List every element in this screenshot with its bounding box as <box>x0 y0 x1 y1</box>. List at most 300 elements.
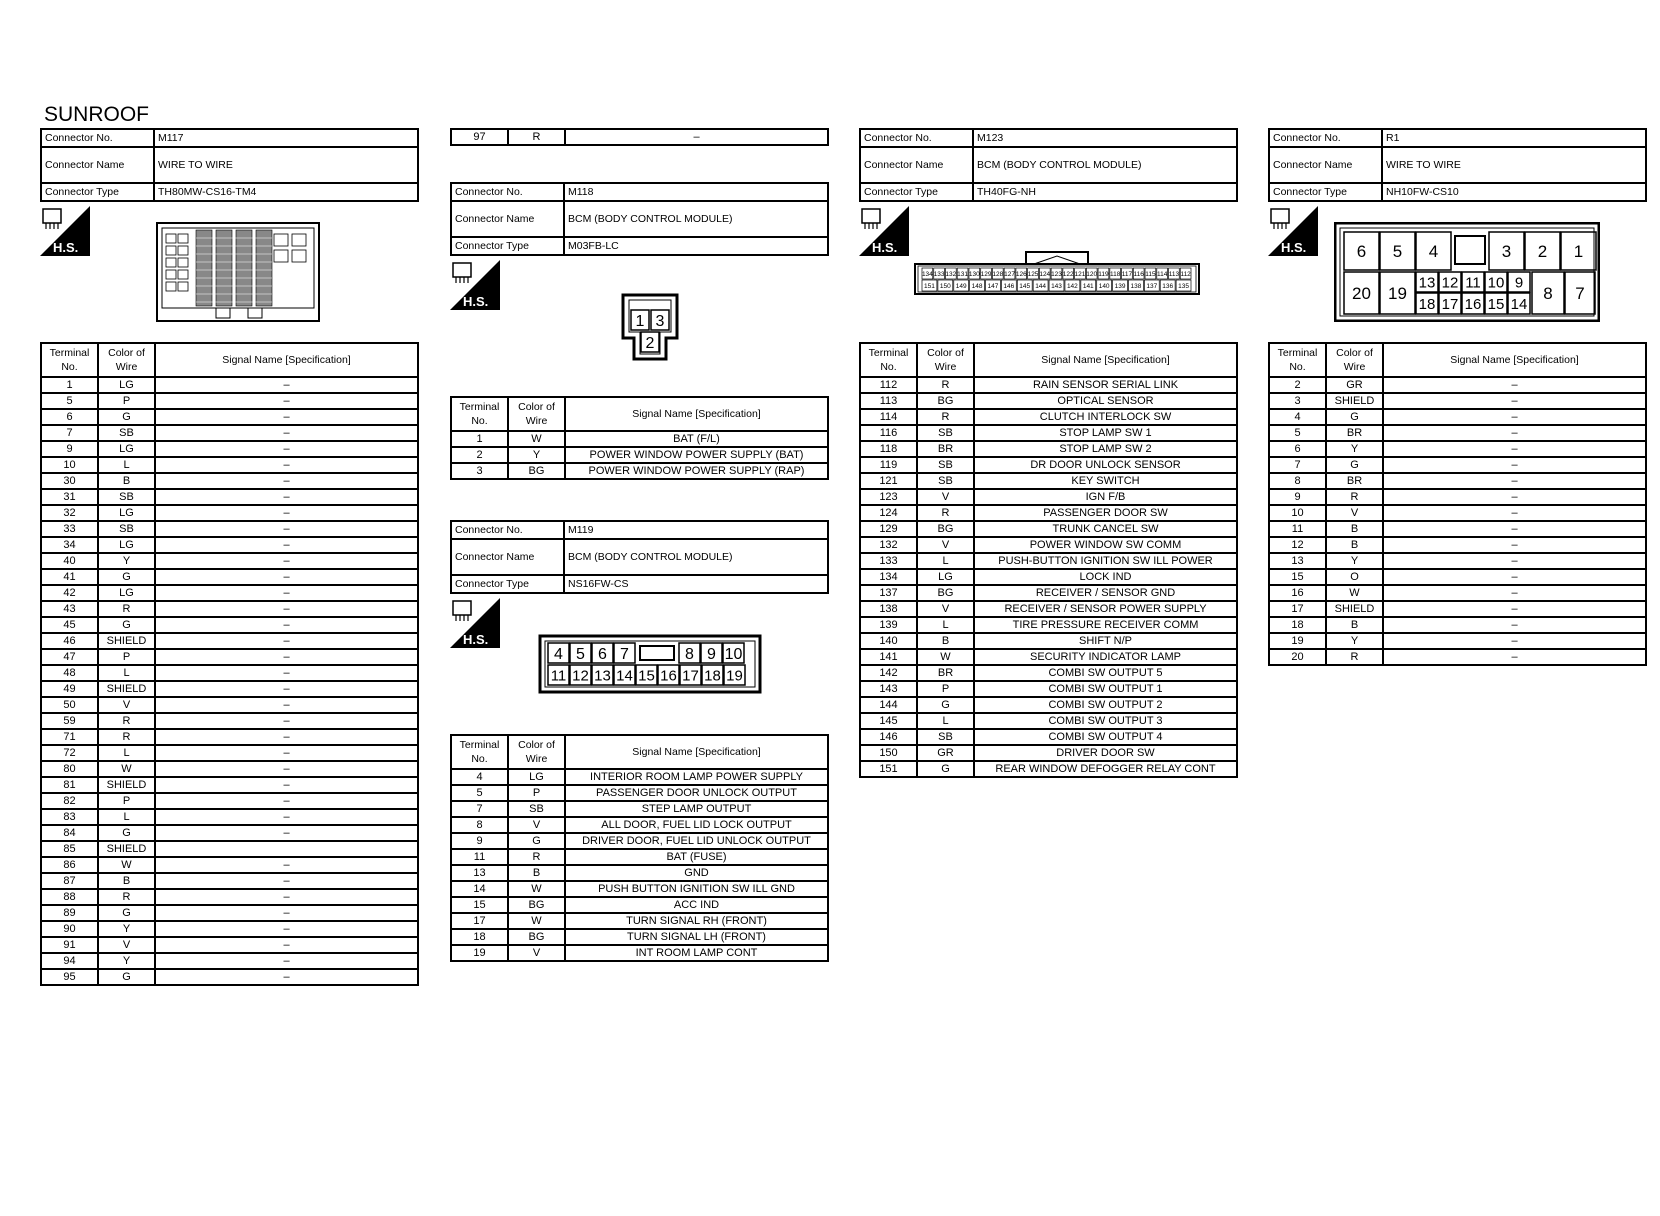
wire-color-cell: L <box>98 745 155 761</box>
signal-name-cell: – <box>155 633 418 649</box>
table-row <box>41 425 418 441</box>
signal-name-cell: DRIVER DOOR, FUEL LID UNLOCK OUTPUT <box>565 833 828 849</box>
terminal-cell: 87 <box>41 873 98 889</box>
terminal-cell: 137 <box>860 585 917 601</box>
table-row <box>41 505 418 521</box>
table-row <box>451 913 828 929</box>
wire-color-cell: LG <box>98 377 155 393</box>
connector-pin <box>1416 232 1451 270</box>
signal-name-cell: – <box>155 825 418 841</box>
wire-color-cell: SHIELD <box>98 841 155 857</box>
hs-label: H.S. <box>53 240 79 255</box>
pin-label: 139 <box>1114 282 1126 290</box>
terminal-cell: 3 <box>1269 393 1326 409</box>
connector-no-value: M117 <box>154 129 418 147</box>
m119-info <box>450 520 829 594</box>
terminal-cell: 3 <box>451 463 508 479</box>
connector-name-value: BCM (BODY CONTROL MODULE) <box>973 147 1237 183</box>
table-row <box>860 665 1237 681</box>
wire-color-cell: L <box>917 617 974 633</box>
terminal-cell: 16 <box>1269 585 1326 601</box>
terminal-cell: 2 <box>451 447 508 463</box>
terminal-cell: 71 <box>41 729 98 745</box>
table-row <box>451 463 828 479</box>
wire-color-cell: Y <box>98 553 155 569</box>
table-row <box>41 537 418 553</box>
terminal-cell: 129 <box>860 521 917 537</box>
signal-name-cell: BAT (F/L) <box>565 431 828 447</box>
wire-color-cell: R <box>1326 489 1383 505</box>
wire-color-cell: BG <box>508 929 565 945</box>
table-row <box>41 521 418 537</box>
pin-label: 6 <box>1356 242 1367 262</box>
wire-color-cell: G <box>917 761 974 777</box>
wire-color-cell: V <box>98 697 155 713</box>
terminal-cell: 80 <box>41 761 98 777</box>
hs-label: H.S. <box>463 632 489 647</box>
table-row <box>41 777 418 793</box>
signal-name-cell: – <box>155 953 418 969</box>
signal-name-cell: – <box>155 585 418 601</box>
terminal-cell: 86 <box>41 857 98 873</box>
table-row <box>860 601 1237 617</box>
m119-connector-diagram <box>538 634 762 694</box>
terminal-cell: 14 <box>451 881 508 897</box>
pin-label: 118 <box>1110 270 1121 278</box>
connector-type-label: Connector Type <box>1269 183 1382 201</box>
pin-label: 1 <box>1573 242 1584 262</box>
table-row <box>41 745 418 761</box>
connector-name-label: Connector Name <box>1269 147 1382 183</box>
connector-pin <box>614 665 635 685</box>
table-row <box>41 441 418 457</box>
terminal-cell: 119 <box>860 457 917 473</box>
signal-name-cell: TURN SIGNAL LH (FRONT) <box>565 929 828 945</box>
terminal-cell: 8 <box>1269 473 1326 489</box>
table-row <box>860 713 1237 729</box>
terminal-cell: 94 <box>41 953 98 969</box>
wire-color-cell: SB <box>98 489 155 505</box>
terminal-cell: 145 <box>860 713 917 729</box>
signal-name-cell <box>155 841 418 857</box>
terminal-cell: 7 <box>451 801 508 817</box>
terminal-cell: 1 <box>41 377 98 393</box>
connector-no-label: Connector No. <box>860 129 973 147</box>
wire-color-cell: P <box>98 393 155 409</box>
wire-color-cell: W <box>98 857 155 873</box>
terminal-cell: 4 <box>451 769 508 785</box>
signal-name-cell: – <box>1383 521 1646 537</box>
table-row <box>451 785 828 801</box>
table-row <box>860 569 1237 585</box>
harness-side-icon <box>859 206 909 256</box>
connector-type-value: NH10FW-CS10 <box>1382 183 1646 201</box>
pin-label: 6 <box>598 645 607 663</box>
wire-color-cell: V <box>917 601 974 617</box>
signal-name-header: Signal Name [Specification] <box>565 397 828 431</box>
signal-name-cell: – <box>155 601 418 617</box>
signal-name-cell: – <box>155 377 418 393</box>
pin-label: 15 <box>1487 295 1505 313</box>
terminal-cell: 41 <box>41 569 98 585</box>
signal-name-cell: POWER WINDOW POWER SUPPLY (RAP) <box>565 463 828 479</box>
connector-no-value: M123 <box>973 129 1237 147</box>
signal-name-cell: – <box>155 809 418 825</box>
wire-color-cell: LG <box>98 585 155 601</box>
terminal-cell: 5 <box>451 785 508 801</box>
connector-pin <box>723 643 744 663</box>
signal-name-cell: TURN SIGNAL RH (FRONT) <box>565 913 828 929</box>
terminal-cell: 43 <box>41 601 98 617</box>
signal-name-cell: COMBI SW OUTPUT 5 <box>974 665 1237 681</box>
signal-name-cell: INT ROOM LAMP CONT <box>565 945 828 961</box>
connector-type-value: NS16FW-CS <box>564 575 828 593</box>
terminal-cell: 17 <box>451 913 508 929</box>
wire-color-cell: LG <box>508 769 565 785</box>
signal-name-cell: CLUTCH INTERLOCK SW <box>974 409 1237 425</box>
pin-label: 134 <box>921 270 933 278</box>
table-row <box>1269 409 1646 425</box>
table-row <box>1269 441 1646 457</box>
table-row <box>860 457 1237 473</box>
signal-name-cell: LOCK IND <box>974 569 1237 585</box>
wire-color-cell: W <box>917 649 974 665</box>
pin-label: 145 <box>1019 282 1031 290</box>
table-row <box>860 393 1237 409</box>
table-row <box>1269 649 1646 665</box>
m123-terminal-table <box>859 342 1238 778</box>
connector-pin <box>702 665 723 685</box>
m117-info <box>40 128 419 202</box>
signal-name-cell: – <box>155 409 418 425</box>
signal-name-cell: GND <box>565 865 828 881</box>
table-row <box>1269 617 1646 633</box>
connector-pin <box>1439 293 1461 314</box>
table-row <box>1269 377 1646 393</box>
signal-name-cell: – <box>155 665 418 681</box>
wire-color-cell: R <box>98 601 155 617</box>
signal-name-cell: – <box>155 505 418 521</box>
signal-name-cell: – <box>155 489 418 505</box>
connector-pin <box>1561 232 1596 270</box>
pin-label: 150 <box>939 282 951 290</box>
wire-color-cell: L <box>98 665 155 681</box>
m117-connector-diagram <box>156 222 320 322</box>
terminal-cell: 124 <box>860 505 917 521</box>
hs-label: H.S. <box>1281 240 1307 255</box>
connector-pin <box>1380 272 1415 314</box>
terminal-cell: 33 <box>41 521 98 537</box>
terminal-cell: 17 <box>1269 601 1326 617</box>
r1-connector-diagram <box>1334 222 1600 322</box>
pin-label: 132 <box>945 270 957 278</box>
pin-label: 16 <box>1464 295 1482 313</box>
wire-color-cell: SHIELD <box>1326 601 1383 617</box>
signal-name-cell: – <box>1383 617 1646 633</box>
signal-name-cell: – <box>155 793 418 809</box>
table-row <box>860 585 1237 601</box>
connector-pin <box>1485 293 1507 314</box>
terminal-cell: 10 <box>41 457 98 473</box>
wire-color-cell: BG <box>917 393 974 409</box>
pin-label: 135 <box>1178 282 1189 290</box>
wire-color-cell: B <box>1326 537 1383 553</box>
signal-name-cell: SHIFT N/P <box>974 633 1237 649</box>
connector-type-value: TH40FG-NH <box>973 183 1237 201</box>
connector-type-label: Connector Type <box>860 183 973 201</box>
signal-name-cell: – <box>1383 409 1646 425</box>
terminal-cell: 8 <box>451 817 508 833</box>
terminal-cell: 7 <box>41 425 98 441</box>
connector-name-label: Connector Name <box>860 147 973 183</box>
signal-name-cell: PASSENGER DOOR UNLOCK OUTPUT <box>565 785 828 801</box>
pin-label: 146 <box>1003 282 1015 290</box>
terminal-cell: 88 <box>41 889 98 905</box>
table-row <box>41 409 418 425</box>
terminal-cell: 42 <box>41 585 98 601</box>
terminal-cell: 2 <box>1269 377 1326 393</box>
pin-label: 11 <box>550 667 567 685</box>
terminal-cell: 140 <box>860 633 917 649</box>
signal-name-cell: COMBI SW OUTPUT 2 <box>974 697 1237 713</box>
pin-label: 19 <box>1388 284 1407 304</box>
pin-label: 18 <box>1418 295 1436 313</box>
pin-label: 5 <box>576 645 585 663</box>
terminal-cell: 19 <box>451 945 508 961</box>
wire-color-cell: GR <box>1326 377 1383 393</box>
wire-color-cell: SB <box>508 801 565 817</box>
wire-color-cell: G <box>1326 409 1383 425</box>
signal-name-cell: – <box>1383 633 1646 649</box>
table-row <box>860 649 1237 665</box>
table-row <box>41 953 418 969</box>
signal-name-cell: BAT (FUSE) <box>565 849 828 865</box>
table-row <box>860 633 1237 649</box>
pin-label: 17 <box>682 667 699 685</box>
wire-color-cell: Y <box>508 447 565 463</box>
table-row <box>860 473 1237 489</box>
wire-color-cell: L <box>98 457 155 473</box>
wire-color-cell: G <box>98 825 155 841</box>
pin-label: 121 <box>1074 270 1086 278</box>
connector-pin <box>548 665 569 685</box>
pin-label: 122 <box>1062 270 1074 278</box>
wire-color-cell: G <box>508 833 565 849</box>
wire-color-cell: G <box>1326 457 1383 473</box>
terminal-cell: 15 <box>1269 569 1326 585</box>
wire-color-cell: R <box>917 409 974 425</box>
table-row <box>41 393 418 409</box>
connector-no-label: Connector No. <box>451 521 564 539</box>
wire-color-cell: BG <box>508 463 565 479</box>
table-row <box>451 849 828 865</box>
connector-type-value: M03FB-LC <box>564 237 828 255</box>
wire-color-cell: LG <box>917 569 974 585</box>
pin-label: 2 <box>1537 242 1548 262</box>
signal-name-cell: – <box>1383 441 1646 457</box>
signal-name-cell: – <box>1383 537 1646 553</box>
table-row <box>860 697 1237 713</box>
terminal-cell: 146 <box>860 729 917 745</box>
terminal-cell: 12 <box>1269 537 1326 553</box>
wire-color-cell: LG <box>98 537 155 553</box>
table-row <box>451 817 828 833</box>
connector-pin <box>680 665 701 685</box>
table-row <box>1269 425 1646 441</box>
table-row <box>41 569 418 585</box>
pin-label: 116 <box>1133 270 1144 278</box>
wire-color-cell: V <box>917 537 974 553</box>
pin-label: 119 <box>1098 270 1109 278</box>
wire-color-cell: R <box>98 713 155 729</box>
harness-side-icon <box>450 260 500 310</box>
terminal-cell: 10 <box>1269 505 1326 521</box>
signal-name-cell: – <box>155 681 418 697</box>
terminal-cell: 13 <box>1269 553 1326 569</box>
terminal-cell: 91 <box>41 937 98 953</box>
signal-name-cell: – <box>155 441 418 457</box>
pin-label: 123 <box>1051 270 1062 278</box>
pin-label: 12 <box>1441 274 1459 292</box>
table-row <box>860 425 1237 441</box>
connector-pin <box>570 665 591 685</box>
connector-pin <box>1344 232 1379 270</box>
wire-color-cell: Y <box>98 953 155 969</box>
table-row <box>41 553 418 569</box>
pin-label: 8 <box>685 645 694 663</box>
terminal-cell: 89 <box>41 905 98 921</box>
wire-color-cell: O <box>1326 569 1383 585</box>
connector-no-label: Connector No. <box>41 129 154 147</box>
wire-color-cell: Y <box>1326 553 1383 569</box>
signal-name-cell: STEP LAMP OUTPUT <box>565 801 828 817</box>
pin-label: 142 <box>1066 282 1078 290</box>
table-row <box>860 553 1237 569</box>
signal-name-cell: – <box>155 761 418 777</box>
connector-pin <box>1489 232 1524 270</box>
wire-color-cell: LG <box>98 505 155 521</box>
table-row <box>860 505 1237 521</box>
connector-pin <box>1508 272 1530 292</box>
table-row <box>1269 585 1646 601</box>
wire-color-cell: V <box>917 489 974 505</box>
terminal-cell: 6 <box>41 409 98 425</box>
pin-label: 115 <box>1145 270 1156 278</box>
connector-pin <box>1462 272 1484 292</box>
signal-name-cell: – <box>1383 425 1646 441</box>
signal-name-header: Signal Name [Specification] <box>155 343 418 377</box>
signal-name-cell: STOP LAMP SW 2 <box>974 441 1237 457</box>
wire-color-cell: R <box>917 377 974 393</box>
wire-color-cell: W <box>508 881 565 897</box>
wire-color-cell: B <box>1326 521 1383 537</box>
connector-pin <box>592 665 613 685</box>
table-row <box>451 897 828 913</box>
pin-label: 117 <box>1121 270 1133 278</box>
connector-name-value: BCM (BODY CONTROL MODULE) <box>564 201 828 237</box>
connector-type-value: TH80MW-CS16-TM4 <box>154 183 418 201</box>
harness-side-icon <box>450 598 500 648</box>
table-row <box>451 447 828 463</box>
table-row <box>41 969 418 985</box>
signal-name-cell: POWER WINDOW POWER SUPPLY (BAT) <box>565 447 828 463</box>
wire-color-cell: BG <box>917 585 974 601</box>
wire-color-cell: BR <box>917 665 974 681</box>
connector-pin <box>1508 293 1530 314</box>
wire-color-cell: V <box>1326 505 1383 521</box>
pin-label: 10 <box>1487 274 1505 292</box>
wire-color-cell: BR <box>1326 473 1383 489</box>
signal-name-cell: – <box>155 969 418 985</box>
pin-label: 14 <box>1510 295 1528 313</box>
signal-name-cell: COMBI SW OUTPUT 4 <box>974 729 1237 745</box>
table-row <box>41 857 418 873</box>
wire-color-cell: SB <box>917 729 974 745</box>
terminal-cell: 82 <box>41 793 98 809</box>
terminal-cell: 112 <box>860 377 917 393</box>
terminal-cell: 20 <box>1269 649 1326 665</box>
signal-name-cell: – <box>1383 489 1646 505</box>
pin-label: 138 <box>1130 282 1142 290</box>
signal-name-cell: – <box>155 537 418 553</box>
table-row <box>451 431 828 447</box>
table-row <box>41 889 418 905</box>
terminal-cell: 150 <box>860 745 917 761</box>
terminal-cell: 81 <box>41 777 98 793</box>
table-row <box>41 489 418 505</box>
wire-color-cell: G <box>98 617 155 633</box>
terminal-no-header: Terminal No. <box>41 343 98 377</box>
table-row <box>41 585 418 601</box>
table-row <box>41 841 418 857</box>
terminal-cell: 59 <box>41 713 98 729</box>
signal-name-cell: PUSH BUTTON IGNITION SW ILL GND <box>565 881 828 897</box>
pin-label: 20 <box>1352 284 1371 304</box>
pin-label: 13 <box>594 667 611 685</box>
table-row <box>1269 489 1646 505</box>
signal-name-cell: – <box>1383 473 1646 489</box>
connector-type-label: Connector Type <box>451 575 564 593</box>
signal-name-cell: – <box>155 889 418 905</box>
pin-label: 10 <box>724 645 743 663</box>
pin-label: 12 <box>572 667 589 685</box>
terminal-cell: 85 <box>41 841 98 857</box>
pin-label: 149 <box>955 282 967 290</box>
signal-name-cell: KEY SWITCH <box>974 473 1237 489</box>
table-row <box>1269 537 1646 553</box>
wire-color-cell: B <box>917 633 974 649</box>
wire-color-header: Color of Wire <box>508 397 565 431</box>
r1-info <box>1268 128 1647 202</box>
terminal-cell: 95 <box>41 969 98 985</box>
terminal-cell: 84 <box>41 825 98 841</box>
wire-color-cell: L <box>917 553 974 569</box>
wire-color-cell: P <box>98 649 155 665</box>
terminal-cell: 18 <box>1269 617 1326 633</box>
pin-label: 130 <box>968 270 980 278</box>
pin-label: 126 <box>1015 270 1027 278</box>
wire-color-cell: V <box>508 817 565 833</box>
connector-no-value: R1 <box>1382 129 1646 147</box>
pin-label: 125 <box>1027 270 1039 278</box>
table-row <box>451 881 828 897</box>
table-row <box>451 865 828 881</box>
pin-label: 131 <box>957 270 969 278</box>
m123-connector-diagram <box>914 248 1200 296</box>
terminal-cell: 5 <box>1269 425 1326 441</box>
wire-color-header: Color of Wire <box>1326 343 1383 377</box>
wire-color-cell: W <box>508 913 565 929</box>
